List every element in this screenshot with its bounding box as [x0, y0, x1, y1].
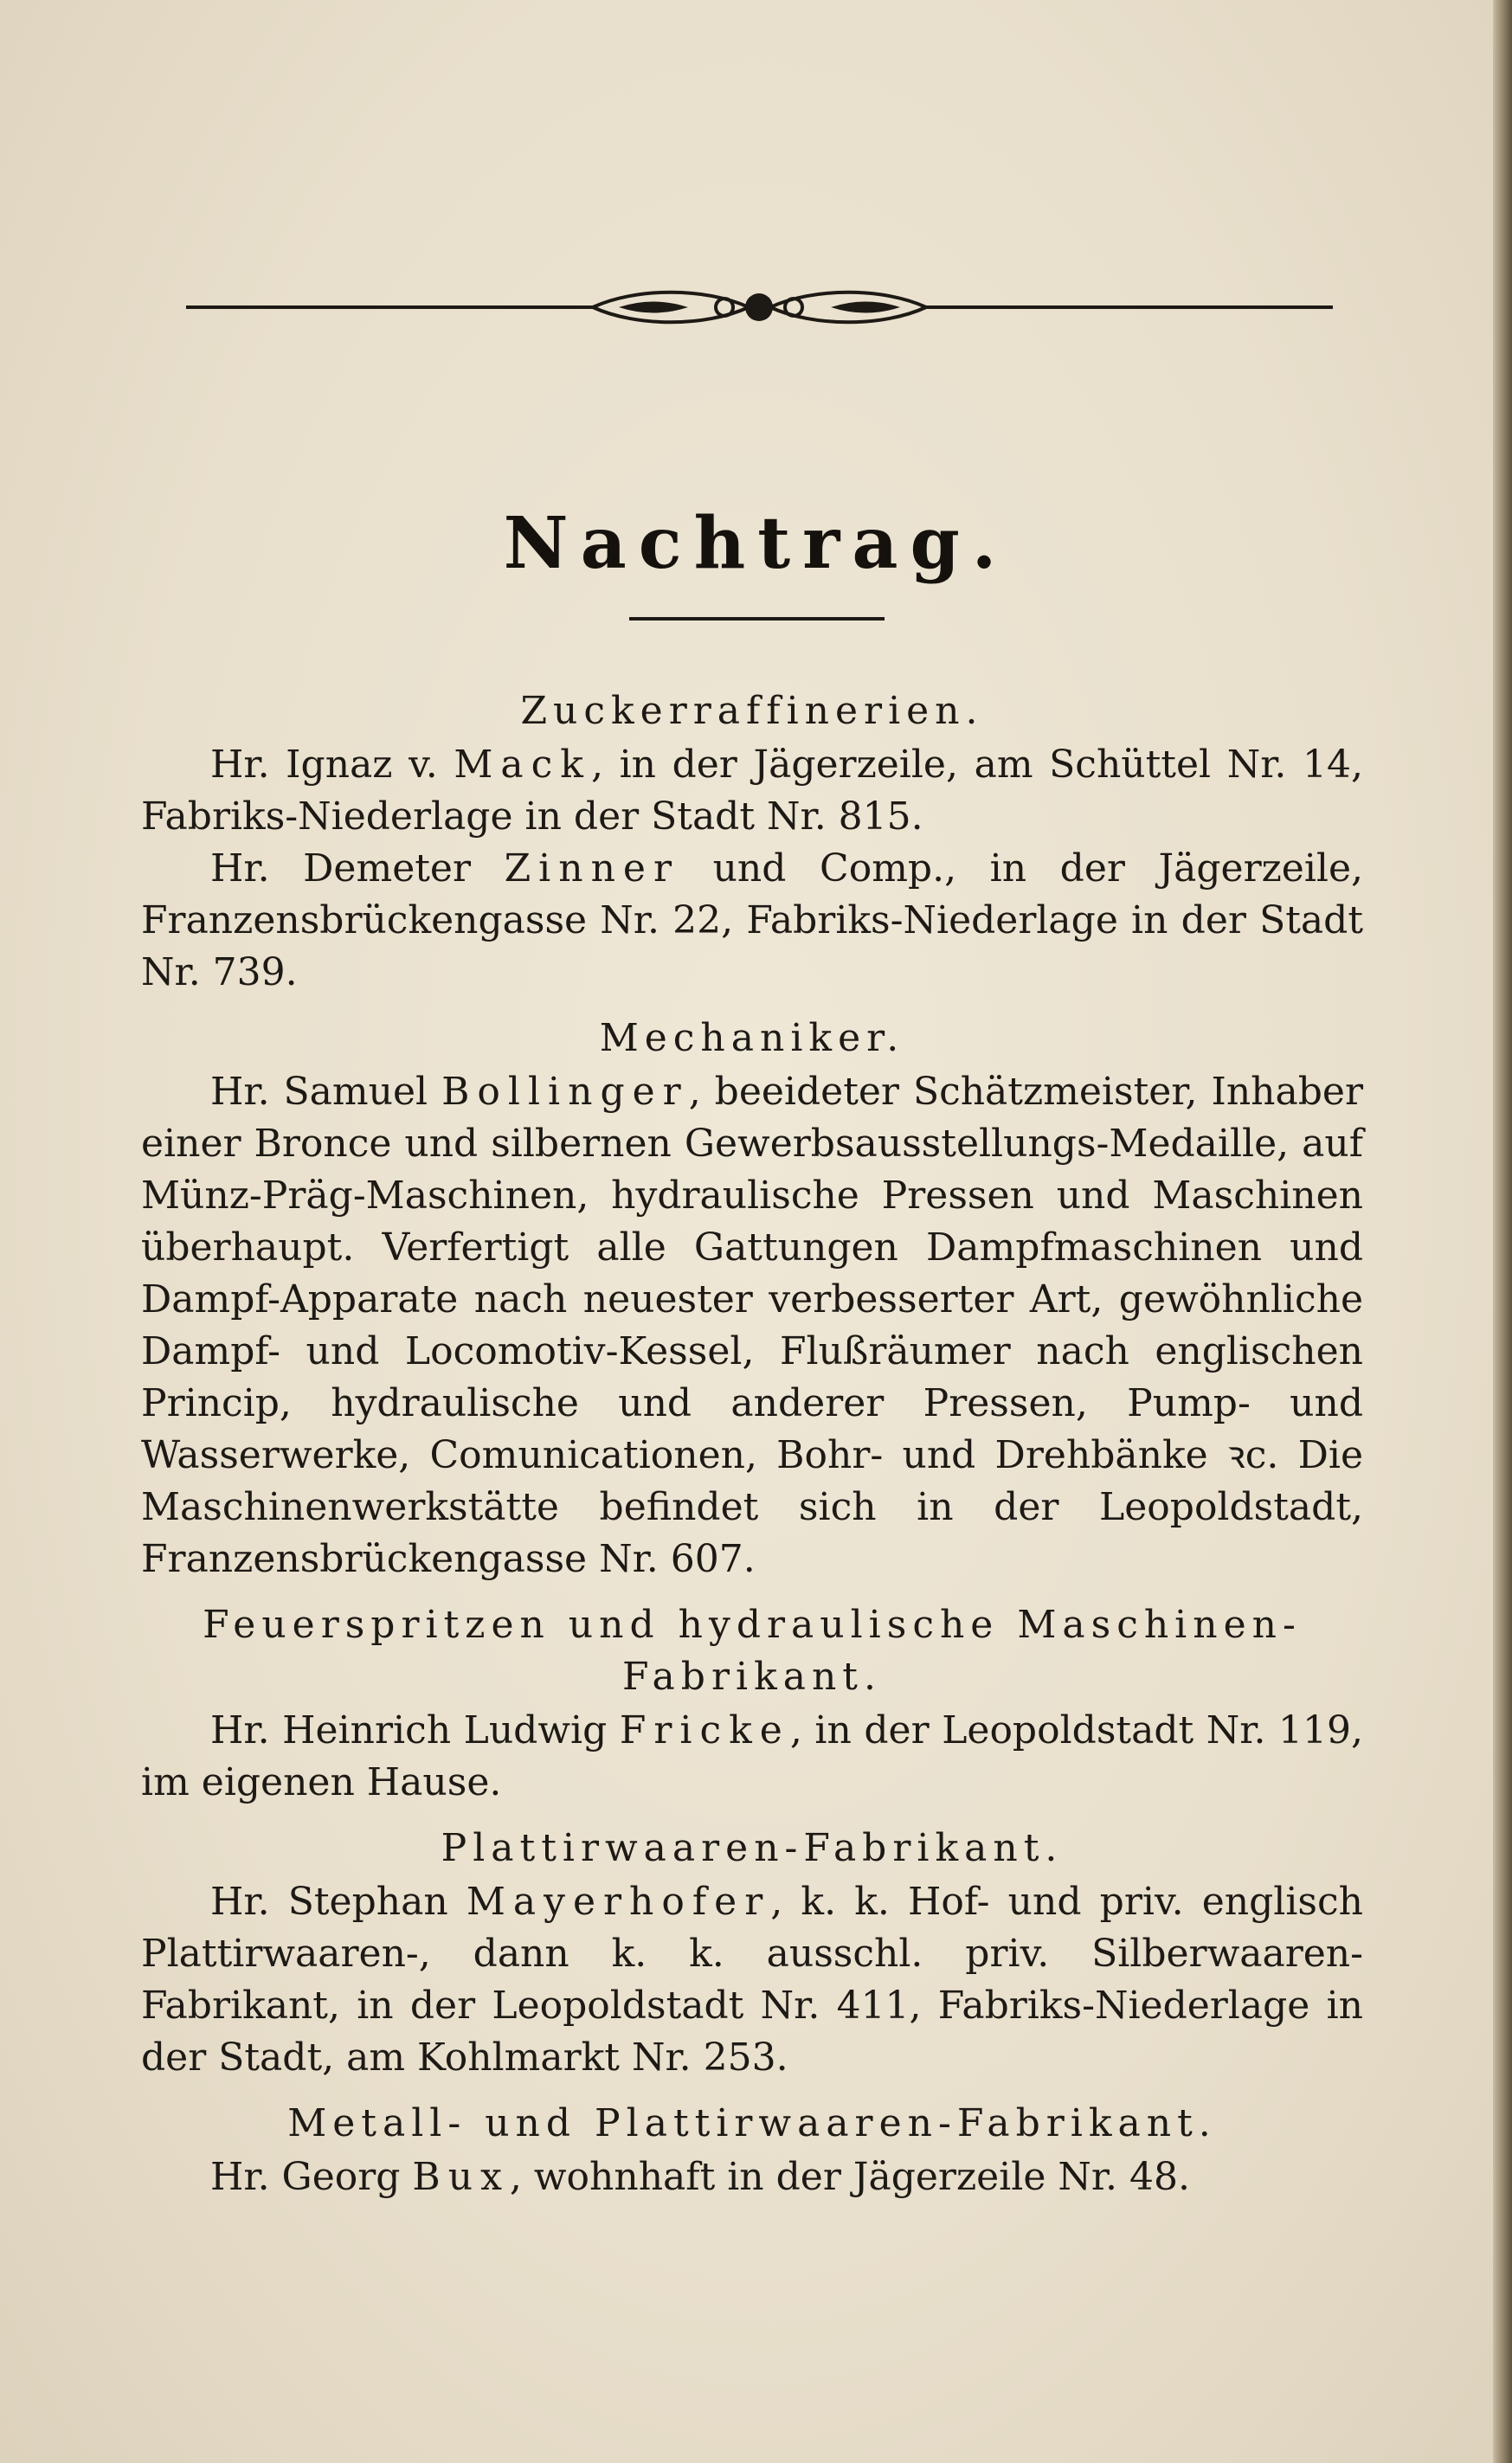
page-title: Nachtrag.	[503, 502, 1009, 585]
section-heading: Plattirwaaren-Fabrikant.	[441, 1826, 1064, 1870]
decorative-rule-ornament	[186, 277, 1333, 338]
entry-paragraph: Hr. Ignaz v. Mack, in der Jägerzeile, am Schüttel Nr. 14, Fabriks-Niederlage in der Stadt Nr. 815.	[141, 743, 1364, 839]
entry-paragraph: Hr. Georg Bux, wohnhaft in der Jägerzeile Nr. 48.	[210, 2155, 1190, 2199]
entry-paragraph: Hr. Demeter Zinner und Comp., in der Jägerzeile, Franzensbrückengasse Nr. 22, Fabriks-Niederlage in der Stadt Nr. 739.	[141, 846, 1363, 994]
company-name: Mack	[454, 743, 591, 787]
entry-paragraph: Hr. Stephan Mayerhofer, k. k. Hof- und priv. englisch Plattirwaaren-, dann k. k. ausschl. priv. Silberwaaren-Fabrikant, in der Leopoldstadt Nr. 411, Fabriks-Niederlage in der Stadt, am Kohlmarkt Nr. 253.	[141, 1880, 1363, 2080]
page-edge	[1493, 0, 1512, 2463]
section-heading: Metall- und Plattirwaaren-Fabrikant.	[287, 2101, 1217, 2145]
section-heading: Feuerspritzen und hydraulische Maschinen-Fabrikant.	[203, 1603, 1302, 1699]
page-content	[141, 658, 1363, 2203]
section-heading: Mechaniker.	[599, 1016, 905, 1060]
company-name: Zinner	[504, 846, 679, 891]
entry-paragraph: Hr. Samuel Bollinger, beeideter Schätzmeister, Inhaber einer Bronce und silbernen Gewerbsausstellungs-Medaille, auf Münz-Präg-Maschinen, hydraulische Pressen und Maschinen überhaupt. Verfertigt alle Gattungen Dampfmaschinen und Dampf-Apparate nach neuester verbesserter Art, gewöhnliche Dampf- und Locomotiv-Kessel, Flußräumer nach englischen Princip, hydraulische und anderer Pressen, Pump- und Wasserwerke, Comunicationen, Bohr- und Drehbänke ꝛc. Die Maschinenwerkstätte befindet sich in der Leopoldstadt, Franzensbrückengasse Nr. 607.	[141, 1070, 1363, 1581]
entry-paragraph: Hr. Heinrich Ludwig Fricke, in der Leopoldstadt Nr. 119, im eigenen Hause.	[141, 1708, 1363, 1804]
company-name: Bollinger	[441, 1070, 689, 1114]
company-name: Fricke	[619, 1708, 790, 1752]
title-underline	[629, 617, 885, 621]
company-name: Bux	[412, 2155, 510, 2199]
section-heading: Zuckerraffinerien.	[520, 689, 984, 733]
company-name: Mayerhofer	[466, 1880, 771, 1924]
